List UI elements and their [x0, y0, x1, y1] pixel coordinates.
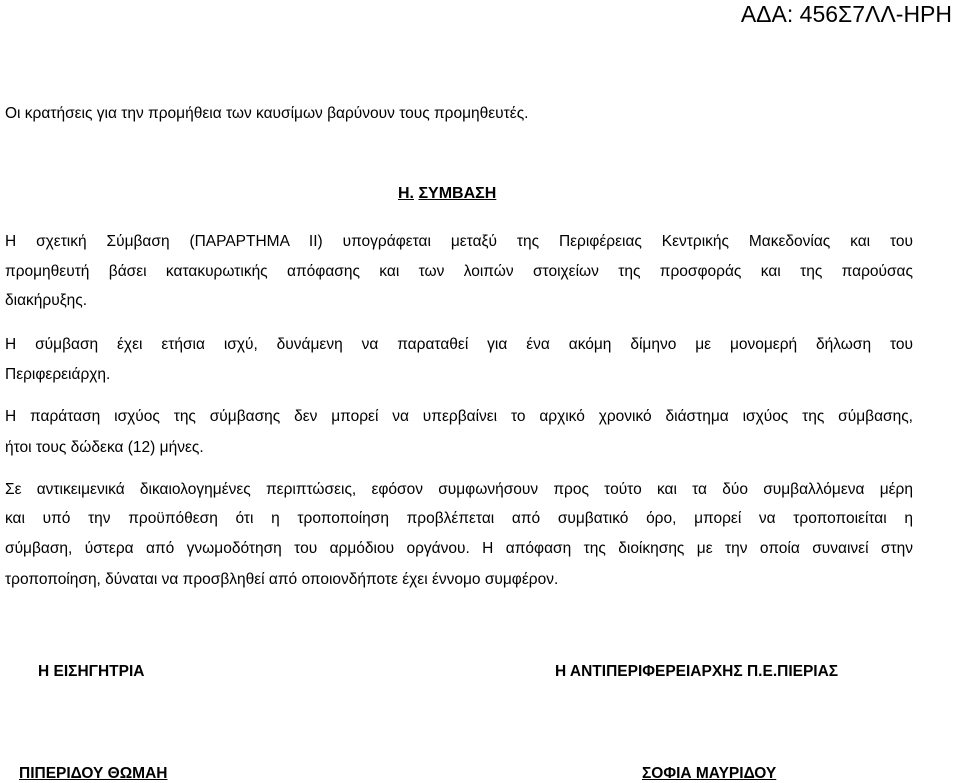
section-letter: Η. — [398, 185, 414, 202]
intro-line: Οι κρατήσεις για την προμήθεια των καυσίμων βαρύνουν τους προμηθευτές. — [5, 105, 529, 122]
paragraph-1-line-2: προμηθευτή βάσει κατακυρωτικής απόφασης και των λοιπών στοιχείων της προσφοράς και της παρούσας — [5, 263, 913, 280]
section-title: ΣΥΜΒΑΣΗ — [418, 185, 497, 202]
signature-left-role: Η ΕΙΣΗΓΗΤΡΙΑ — [38, 663, 145, 680]
paragraph-4-line-4: τροποποίηση, δύναται να προσβληθεί από οποιονδήποτε έχει έννομο συμφέρον. — [5, 571, 559, 588]
paragraph-1-line-1: Η σχετική Σύμβαση (ΠΑΡΑΡΤΗΜΑ II) υπογράφεται μεταξύ της Περιφέρειας Κεντρικής Μακεδονίας και του — [5, 233, 913, 250]
ada-code: ΑΔΑ: 456Σ7ΛΛ-ΗΡΗ — [740, 1, 952, 27]
signature-right-role: Η ΑΝΤΙΠΕΡΙΦΕΡΕΙΑΡΧΗΣ Π.Ε.ΠΙΕΡΙΑΣ — [555, 663, 839, 680]
section-heading — [398, 185, 496, 203]
signature-left-name: ΠΙΠΕΡΙΔΟΥ ΘΩΜΑΗ — [19, 765, 168, 782]
paragraph-4-line-1: Σε αντικειμενικά δικαιολογημένες περιπτώσεις, εφόσον συμφωνήσουν προς τούτο και τα δύο συμβαλλόμενα μέρη — [5, 481, 913, 498]
signature-right-name: ΣΟΦΙΑ ΜΑΥΡΙΔΟΥ — [642, 765, 777, 782]
paragraph-3-line-1: Η παράταση ισχύος της σύμβασης δεν μπορεί να υπερβαίνει το αρχικό χρονικό διάστημα ισχύος της σύμβασης, — [5, 408, 913, 425]
paragraph-2-line-1: Η σύμβαση έχει ετήσια ισχύ, δυνάμενη να παραταθεί για ένα ακόμη δίμηνο με μονομερή δήλωση του — [5, 336, 913, 353]
paragraph-4-line-2: και υπό την προϋπόθεση ότι η τροποποίηση προβλέπεται από συμβατικό όρο, μπορεί να τροποποιείται η — [5, 510, 913, 527]
paragraph-4-line-3: σύμβαση, ύστερα από γνωμοδότηση του αρμόδιου οργάνου. Η απόφαση της διοίκησης με την οποία συναινεί στην — [5, 540, 913, 557]
paragraph-2-line-2: Περιφερειάρχη. — [5, 366, 111, 383]
paragraph-3-line-2: ήτοι τους δώδεκα (12) μήνες. — [5, 439, 204, 456]
paragraph-1-line-3: διακήρυξης. — [5, 292, 88, 309]
